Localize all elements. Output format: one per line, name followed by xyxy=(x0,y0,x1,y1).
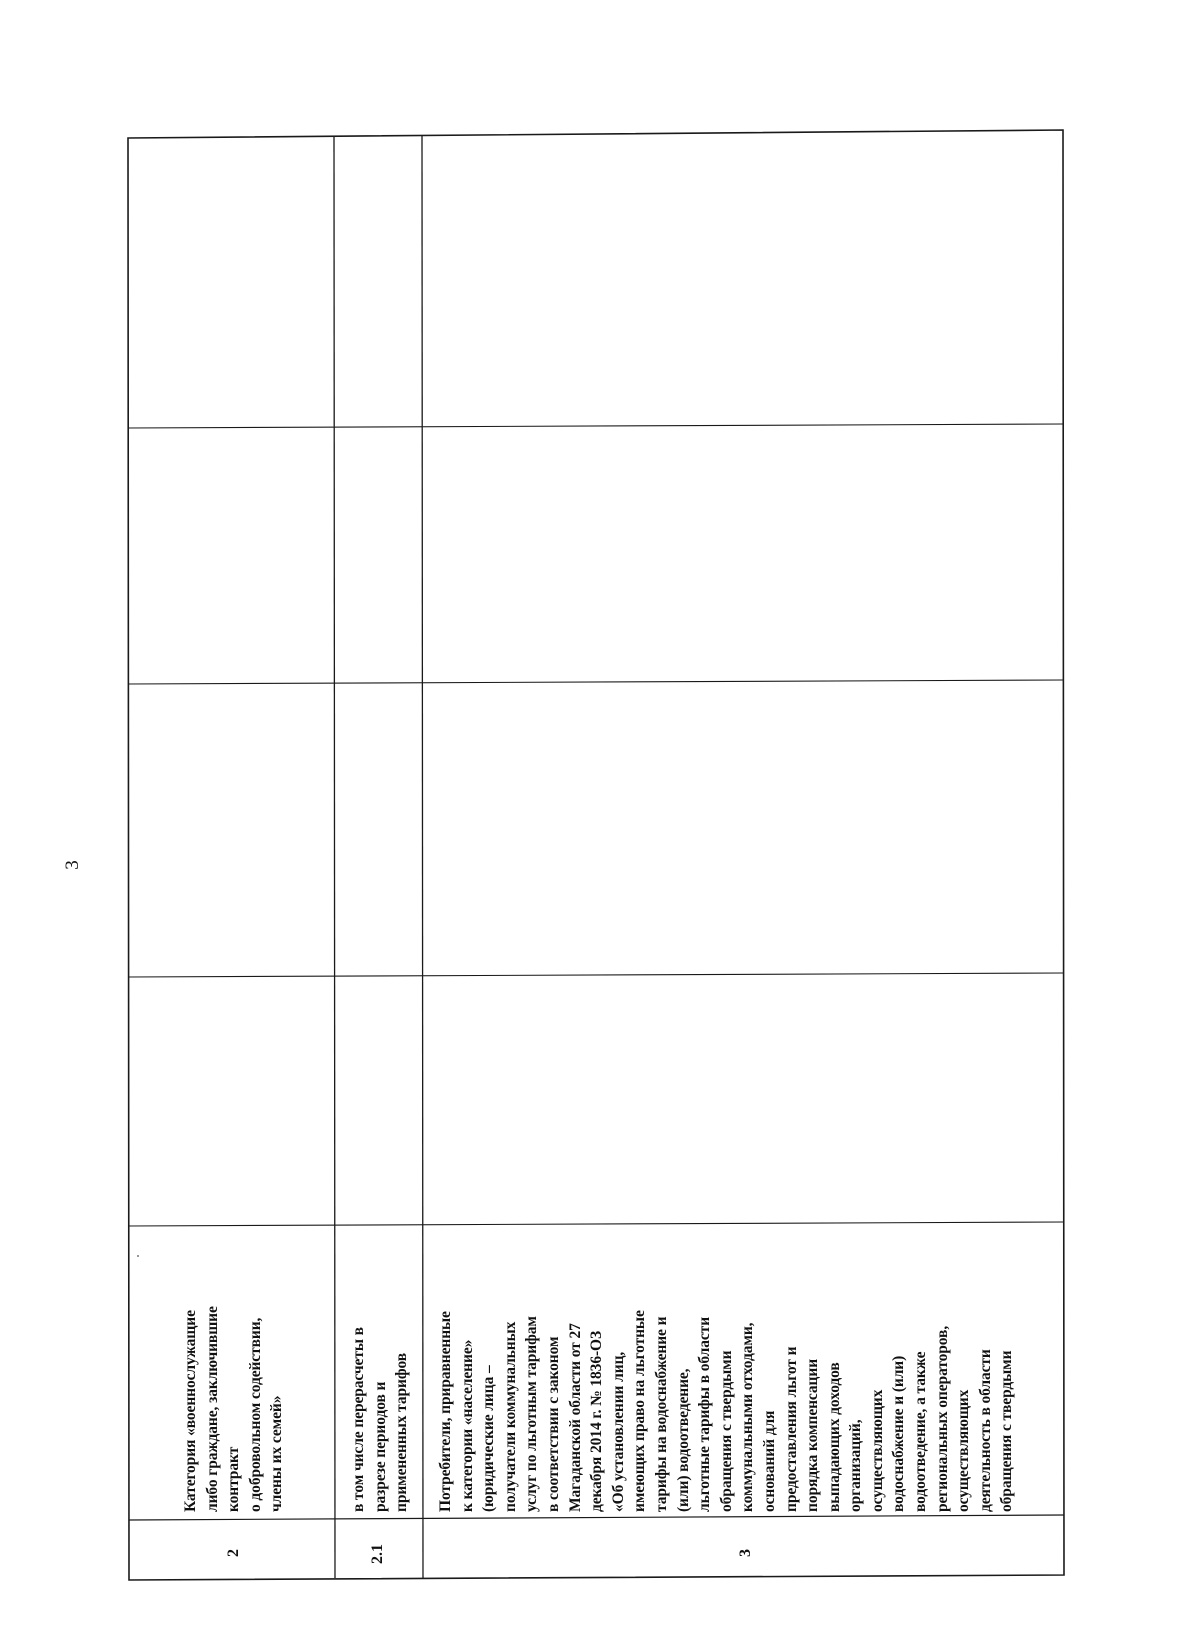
column-divider-3 xyxy=(128,680,1064,684)
speck-mark xyxy=(137,1255,139,1257)
row-2-category-text: Категория «военнослужащие либо граждане, заключившие контракт о добровольном содействии, члены их семей» xyxy=(182,1306,286,1512)
row-2-number: 2 xyxy=(225,1549,242,1557)
row-2-1-category-text: в том числе перерасчеты в разрезе периодов и примененных тарифов xyxy=(350,1327,411,1512)
column-divider-1 xyxy=(128,1222,1064,1226)
column-divider-2 xyxy=(128,973,1064,977)
row-divider-2 xyxy=(422,136,423,1578)
column-divider-4 xyxy=(128,424,1064,428)
row-3-number: 3 xyxy=(737,1549,754,1557)
row-divider-1 xyxy=(334,137,335,1578)
row-3-category-text: Потребители, приравненные к категории «население» (юридические лица – получатели коммунальных услуг по льготным тарифам в соответствии с законом Магаданской области от 27 декабря 2014 г. № 1836-ОЗ «Об установлении лиц, имеющих право на льготные тарифы на водоснабжение и (или) водоотведение, льготные тарифы в области обращения с твердыми коммунальными отходами, оснований для предоставления льгот и порядка компенсации выпадающих доходов организаций, осуществляющих водоснабжение и (или) водоотведение, а также региональных операторов, осуществляющих деятельность в области обращения с твердыми xyxy=(437,1310,1016,1512)
page-number: 3 xyxy=(62,860,83,870)
row-2-1-number: 2.1 xyxy=(369,1544,386,1564)
column-divider-number xyxy=(129,1515,1064,1520)
